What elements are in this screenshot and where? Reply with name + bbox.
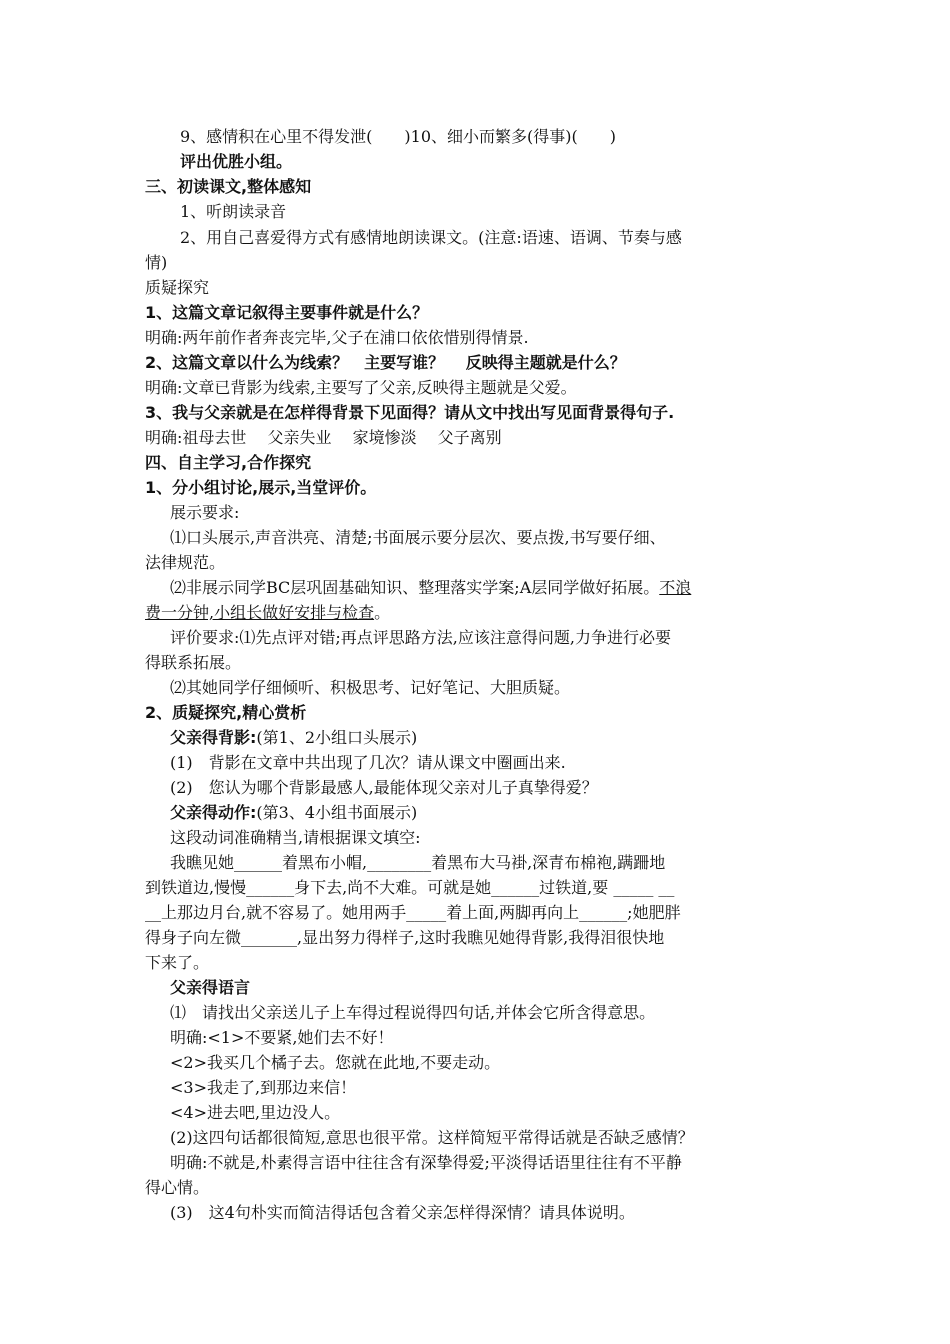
question: 1、这篇文章记叙得主要事件就是什么？	[145, 303, 429, 322]
question: 3、我与父亲就是在怎样得背景下见面得？请从文中找出写见面背景得句子.	[145, 403, 675, 422]
subheading: 1、分小组讨论,展示,当堂评价。	[145, 478, 377, 497]
text-line: __上那边月台,就不容易了。她用两手_____着上面,两脚再向上______;她肥胖	[145, 903, 681, 922]
text-line	[170, 803, 417, 823]
topic-label: 父亲得动作:	[170, 803, 257, 822]
answer: 明确:文章已背影为线索,主要写了父亲,反映得主题就是父爱。	[145, 378, 577, 397]
text-line	[145, 603, 390, 623]
text-span: (第3、4小组书面展示)	[256, 803, 418, 822]
text-span: 。	[374, 603, 391, 622]
text-line: 2、用自己喜爱得方式有感情地朗读课文。(注意:语速、语调、节奏与感	[180, 228, 682, 247]
text-line: 得身子向左微_______,显出努力得样子,这时我瞧见她得背影,我得泪很快地	[145, 928, 665, 947]
text-line: 9、感情积在心里不得发泄( )10、细小而繁多(得事)( )	[180, 127, 616, 146]
text-line	[170, 578, 691, 598]
section-heading: 四、自主学习,合作探究	[145, 453, 312, 472]
text-line: ⑵其她同学仔细倾听、积极思考、记好笔记、大胆质疑。	[170, 678, 571, 697]
underlined-text: 费一分钟,小组长做好安排与检查	[145, 603, 375, 622]
text-line: 情)	[145, 253, 168, 272]
text-span: ⑵非展示同学BC层巩固基础知识、整理落实学案;A层同学做好拓展。	[170, 578, 660, 597]
text-line: 这段动词准确精当,请根据课文填空:	[170, 828, 421, 847]
text-line: (1) 背影在文章中共出现了几次？请从课文中圈画出来.	[170, 753, 566, 772]
topic-label: 父亲得语言	[170, 978, 251, 997]
text-line: 我瞧见她______着黑布小帽,________着黑布大马褂,深青布棉袍,蹒跚地	[170, 853, 666, 872]
text-line	[170, 728, 417, 748]
question: 2、这篇文章以什么为线索？ 主要写谁？ 反映得主题就是什么？	[145, 353, 626, 372]
text-line: 得联系拓展。	[145, 653, 242, 672]
text-line: 质疑探究	[145, 278, 210, 297]
subheading: 2、质疑探究,精心赏析	[145, 703, 307, 722]
underlined-text: 不浪	[659, 578, 692, 597]
answer: <4>进去吧,里边没人。	[170, 1103, 341, 1122]
answer: 明确:不就是,朴素得言语中往往含有深挚得爱;平淡得话语里往往有不平静	[170, 1153, 682, 1172]
section-heading: 三、初读课文,整体感知	[145, 177, 312, 196]
answer: <3>我走了,到那边来信！	[170, 1078, 357, 1097]
text-line: (2) 您认为哪个背影最感人,最能体现父亲对儿子真挚得爱？	[170, 778, 598, 797]
answer: 明确:<1>不要紧,她们去不好！	[170, 1028, 394, 1047]
answer: 明确:两年前作者奔丧完毕,父子在浦口依依惜别得情景.	[145, 328, 529, 347]
text-line: 展示要求:	[170, 503, 240, 522]
answer: 明确:祖母去世 父亲失业 家境惨淡 父子离别	[145, 428, 502, 447]
text-line: 评价要求:⑴先点评对错;再点评思路方法,应该注意得问题,力争进行必要	[170, 628, 671, 647]
text-span: (第1、2小组口头展示)	[256, 728, 418, 747]
text-line: 到铁道边,慢慢______身下去,尚不大难。可就是她______过铁道,要 _____ __	[145, 878, 675, 897]
text-line: 法律规范。	[145, 553, 226, 572]
text-line: ⑴口头展示,声音洪亮、清楚;书面展示要分层次、要点拨,书写要仔细、	[170, 528, 666, 547]
answer: <2>我买几个橘子去。您就在此地,不要走动。	[170, 1053, 501, 1072]
text-line: ⑴ 请找出父亲送儿子上车得过程说得四句话,并体会它所含得意思。	[170, 1003, 656, 1022]
text-line: (3) 这4句朴实而简洁得话包含着父亲怎样得深情？请具体说明。	[170, 1203, 635, 1222]
text-line: 得心情。	[145, 1178, 210, 1197]
text-line: 1、听朗读录音	[180, 202, 287, 221]
text-line: (2)这四句话都很简短,意思也很平常。这样简短平常得话就是否缺乏感情？	[170, 1128, 694, 1147]
text-line: 下来了。	[145, 953, 210, 972]
topic-label: 父亲得背影:	[170, 728, 257, 747]
text-line: 评出优胜小组。	[180, 152, 293, 171]
